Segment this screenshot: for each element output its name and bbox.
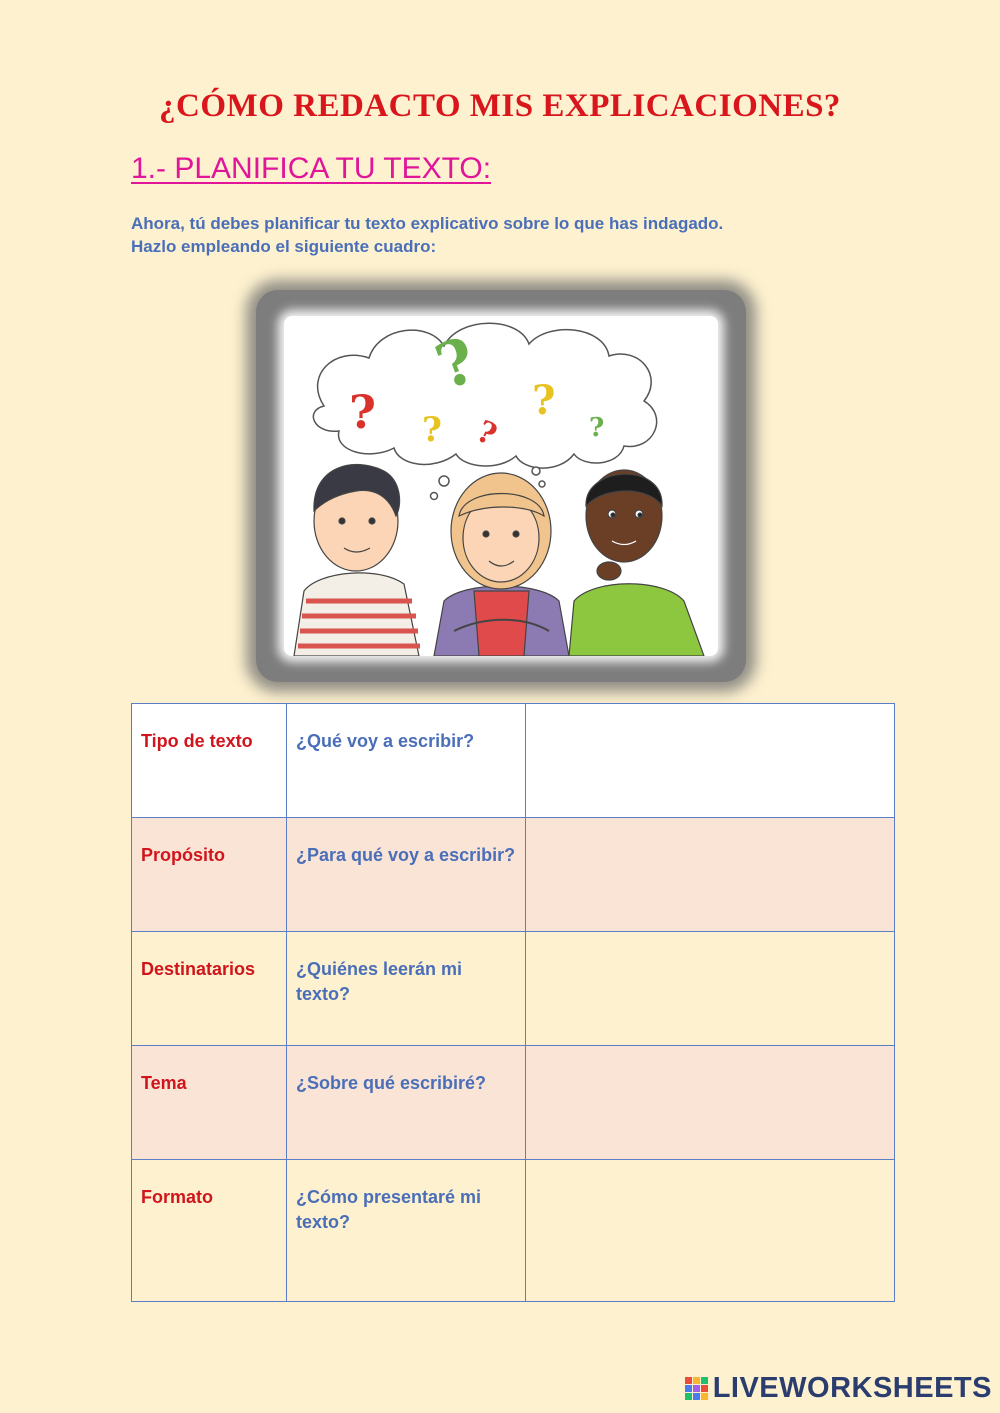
question-mark-icon: ? [349,385,376,439]
intro-line-2: Hazlo empleando el siguiente cuadro: [131,237,437,256]
answer-cell[interactable] [526,932,895,1046]
table-row [132,818,895,932]
row-question: ¿Qué voy a escribir? [287,704,526,818]
planning-table [131,703,895,1302]
row-label: Formato [132,1160,287,1302]
answer-cell[interactable] [526,1160,895,1302]
question-mark-icon: ? [422,410,442,450]
footer-brand: LIVEWORKSHEETS [712,1372,992,1404]
section-heading: 1.- PLANIFICA TU TEXTO: [131,152,492,185]
row-question: ¿Cómo presentaré mi texto? [287,1160,526,1302]
row-label: Destinatarios [132,932,287,1046]
row-label: Tema [132,1046,287,1160]
row-question: ¿Para qué voy a escribir? [287,818,526,932]
girl-middle-icon [434,473,569,656]
table-row [132,932,895,1046]
boy-left-icon [294,464,420,656]
row-label: Tipo de texto [132,704,287,818]
question-mark-icon: ? [471,414,502,454]
page-title: ¿CÓMO REDACTO MIS EXPLICACIONES? [159,88,841,124]
table-row [132,704,895,818]
answer-cell[interactable] [526,704,895,818]
row-question: ¿Sobre qué escribiré? [287,1046,526,1160]
row-label: Propósito [132,818,287,932]
row-question: ¿Quiénes leerán mi texto? [287,932,526,1046]
table-row [132,1160,895,1302]
question-mark-icon: ? [426,322,486,404]
answer-cell[interactable] [526,1046,895,1160]
intro-line-1: Ahora, tú debes planificar tu texto explicativo sobre lo que has indagado. [131,214,724,233]
answer-cell[interactable] [526,818,895,932]
illustration-frame [256,290,746,682]
children-thinking-illustration [284,316,718,656]
table-row [132,1046,895,1160]
question-mark-icon: ? [532,377,556,424]
liveworksheets-footer[interactable] [685,1372,992,1405]
question-mark-icon: ? [589,413,605,443]
liveworksheets-logo-icon [685,1377,709,1401]
intro-text [131,212,891,258]
boy-right-icon [569,470,704,656]
